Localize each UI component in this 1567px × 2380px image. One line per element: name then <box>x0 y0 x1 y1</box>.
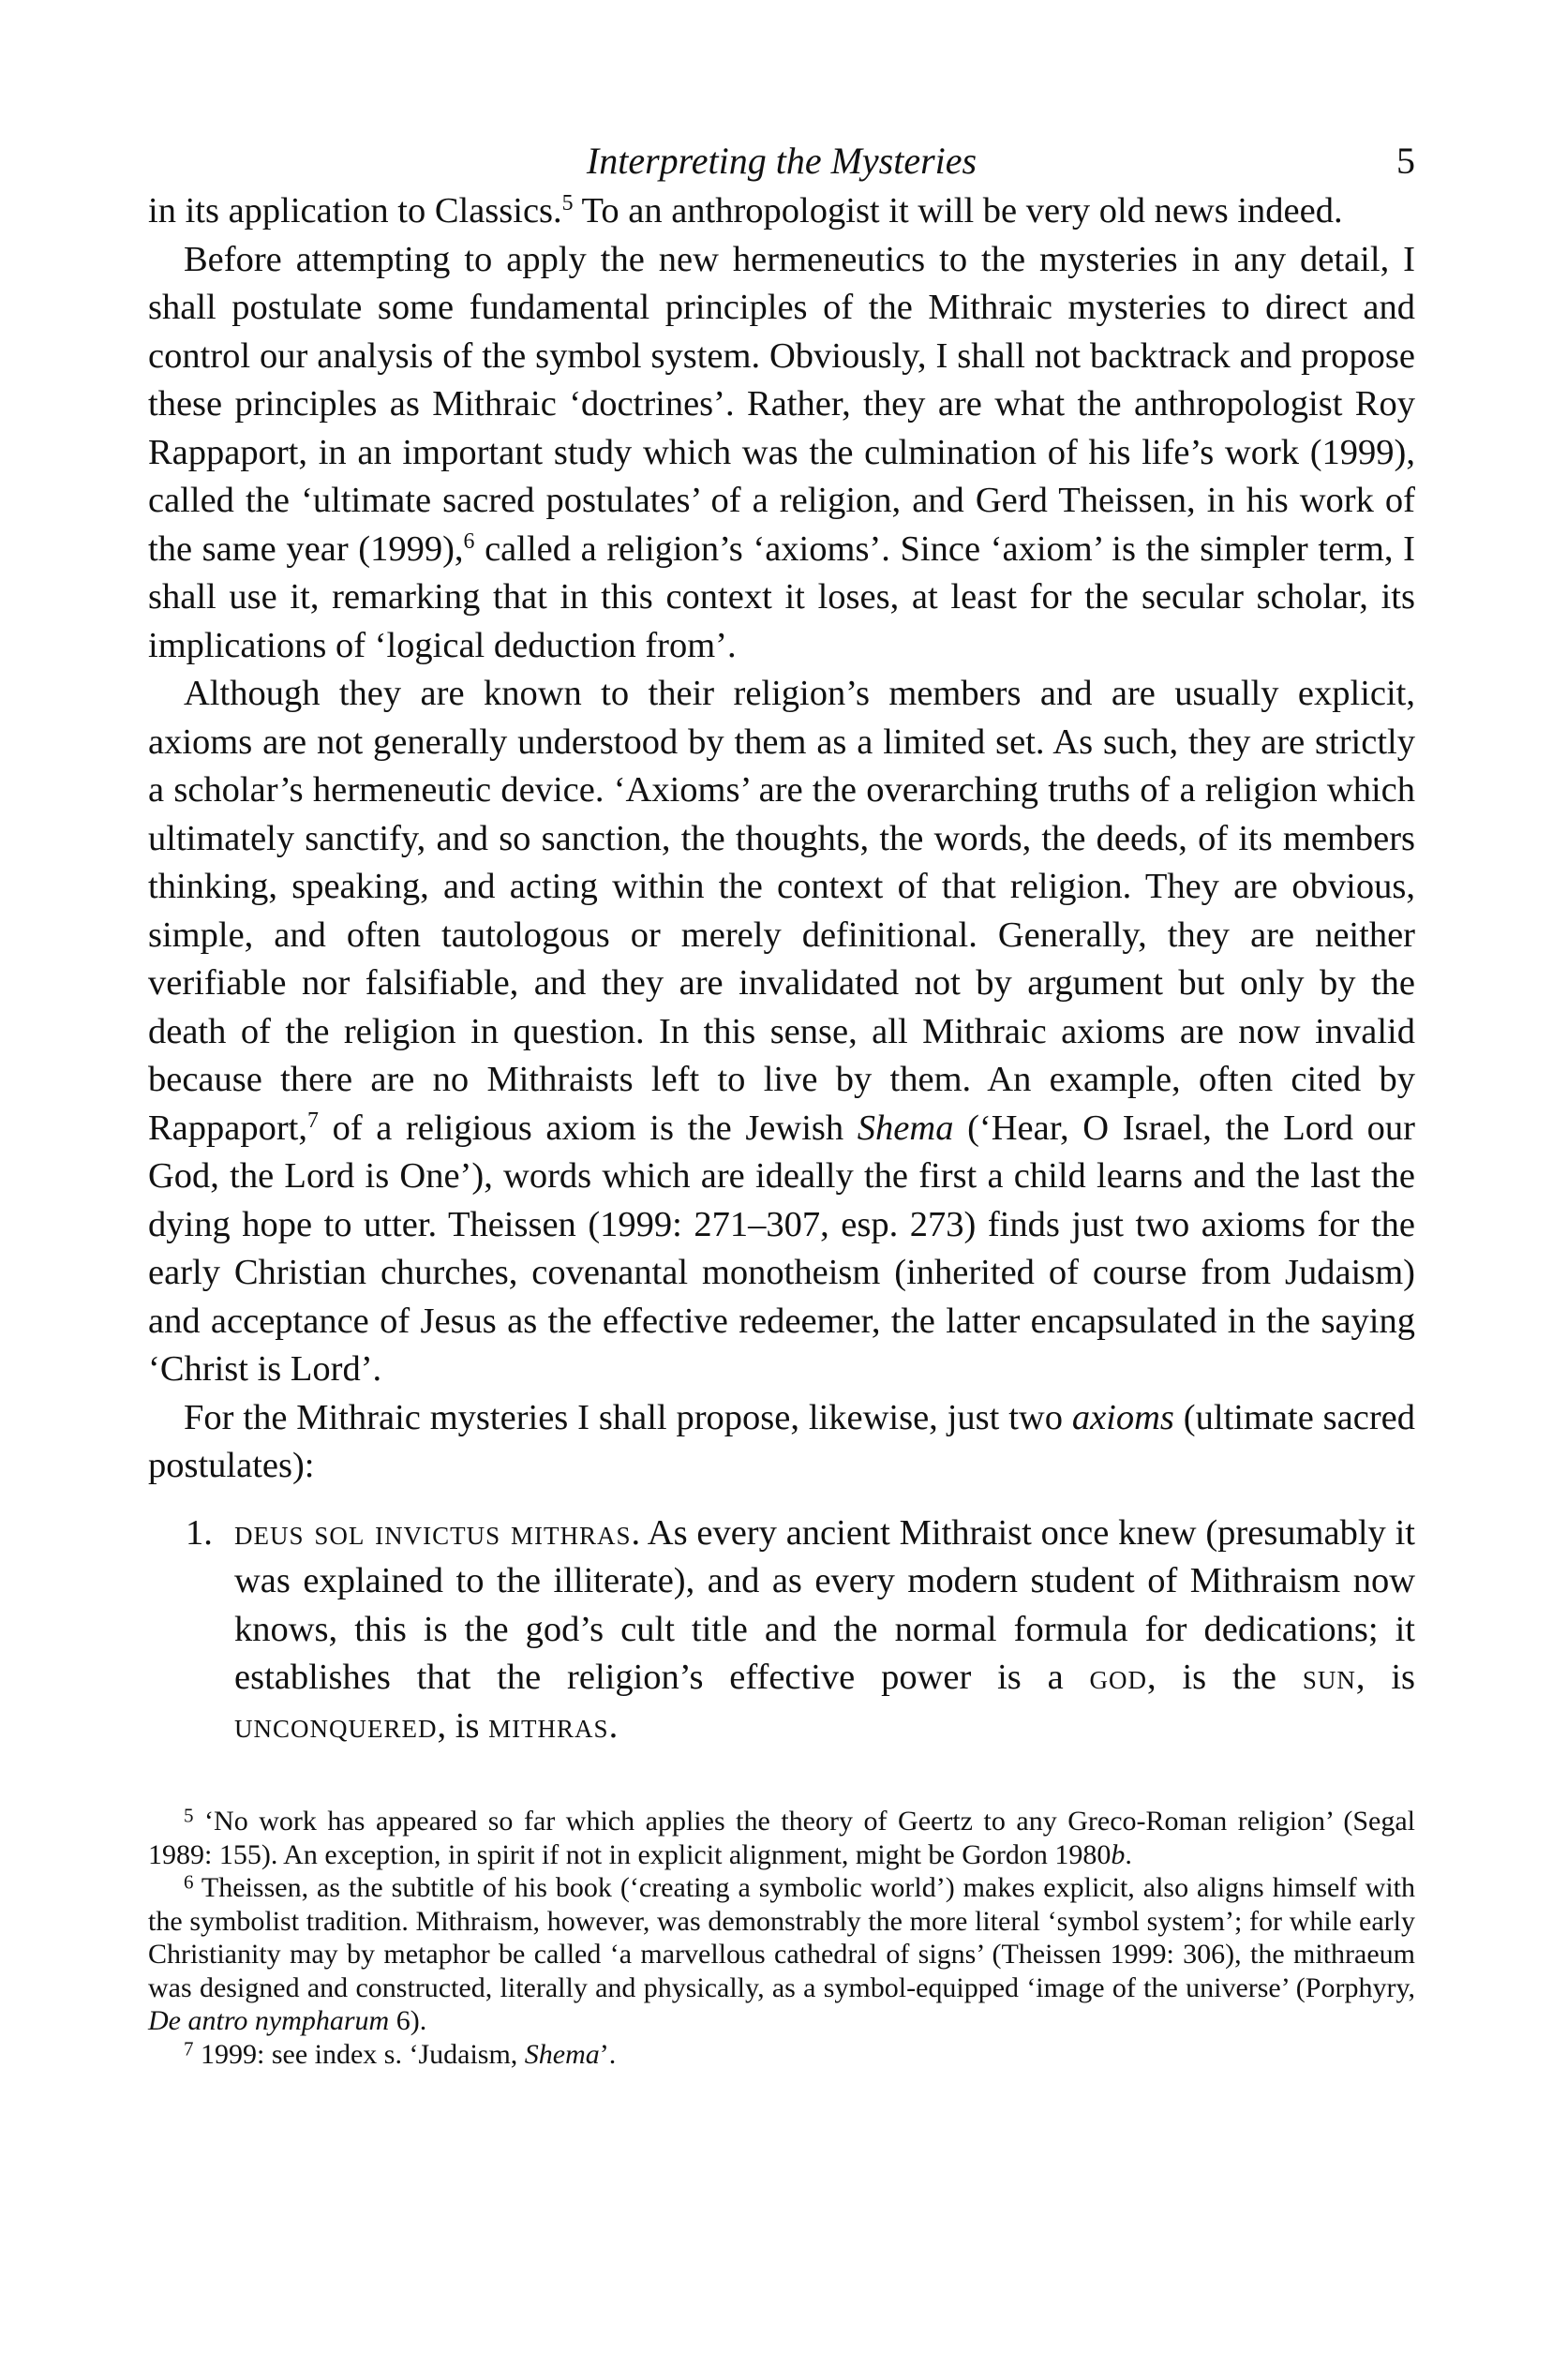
paragraph-4: For the Mithraic mysteries I shall propose, likewise, just two axioms (ultimate sacred postulates): <box>148 1397 1415 1485</box>
footnote-mark: 5 <box>184 1804 194 1827</box>
footnote-ref-5: 5 <box>561 190 574 216</box>
axiom-title: deus sol invictus mithras <box>234 1512 632 1553</box>
running-title: Interpreting the Mysteries <box>586 140 978 182</box>
footnote-6: $^6$ Theissen, as the subtitle of his book (‘creating a symbolic world’) makes explicit, also aligns himself with the symbolist tradition. Mithraism, however, was demonstrably the more literal ‘symbol system’; for while early Christianity may by metaphor be called ‘a marvellous cathedral of signs’ (Theissen 1999: 306), the mithraeum was designed and constructed, literally and physically, as a symbol-equipped ‘image of the universe’ (Porphyry, De antro nympharum 6). <box>148 1870 1415 2036</box>
axiom-number: 1. <box>186 1512 213 1553</box>
body-text <box>148 187 1415 1750</box>
footnote-mark: 6 <box>184 1870 194 1894</box>
footnote-7: $^7$ 1999: see index s. ‘Judaism, Shema’. <box>184 2037 617 2070</box>
footnote-mark: 7 <box>184 2037 194 2060</box>
page-number: 5 <box>1396 140 1415 182</box>
running-head <box>148 131 1415 187</box>
axiom-item-1: 1. deus sol invictus mithras. As every ancient Mithraist once knew (presumably it was explained to the illiterate), and as every modern student of Mithraism now knows, this is the god’s cult title and the normal formula for dedications; it establishes that the religion’s effective power is a god, is the sun, is unconquered, is mithras. <box>148 1510 1415 1751</box>
footnote-ref-7: 7 <box>307 1108 319 1133</box>
paragraph-3: Although they are known to their religion’s members and are usually explicit, axioms are not generally understood by them as a limited set. As such, they are strictly a scholar’s hermeneutic device. ‘Axioms’ are the overarching truths of a religion which ultimately sanctify, and so sanction, the thoughts, the words, the deeds, of its members thinking, speaking, and acting within the context of that religion. They are obvious, simple, and often tautologous or merely definitional. Generally, they are neither verifiable nor falsifiable, and they are invalidated not by argument but only by the death of the religion in question. In this sense, all Mithraic axioms are now invalid because there are no Mithraists left to live by them. An example, often cited by Rappaport,$^7$ of a religious axiom is the Jewish Shema (‘Hear, O Israel, the Lord our God, the Lord is One’), words which are ideally the first a child learns and the last the dying hope to utter. Theissen (1999: 271–307, esp. 273) finds just two axioms for the early Christian churches, covenantal monotheism (inherited of course from Judaism) and acceptance of Jesus as the effective redeemer, the latter encapsulated in the saying ‘Christ is Lord’. <box>148 674 1416 1389</box>
shema-term: Shema <box>857 1108 954 1148</box>
axiom-list <box>148 1510 1415 1751</box>
paragraph-2: Before attempting to apply the new hermeneutics to the mysteries in any detail, I shall postulate some fundamental principles of the Mithraic mysteries to direct and control our analysis of the symbol system. Obviously, I shall not backtrack and propose these principles as Mithraic ‘doctrines’. Rather, they are what the anthropologist Roy Rappaport, in an important study which was the culmination of his life’s work (1999), called the ‘ultimate sacred postulates’ of a religion, and Gerd Theissen, in his work of the same year (1999),$^6$ called a religion’s ‘axioms’. Since ‘axiom’ is the simpler term, I shall use it, remarking that in this context it loses, at least for the secular scholar, its implications of ‘logical deduction from’. <box>148 239 1415 665</box>
book-page <box>148 131 1415 2071</box>
footnotes <box>148 1805 1415 2071</box>
footnote-ref-6: 6 <box>463 528 475 554</box>
paragraph-1: in its application to Classics.$^5$ To an anthropologist it will be very old news indeed. <box>148 190 1343 231</box>
footnote-5: $^5$ ‘No work has appeared so far which applies the theory of Geertz to any Greco-Roman religion’ (Segal 1989: 155). An exception, in spirit if not in explicit alignment, might be Gordon 1980b. <box>148 1804 1415 1870</box>
axioms-term: axioms <box>1071 1397 1174 1437</box>
